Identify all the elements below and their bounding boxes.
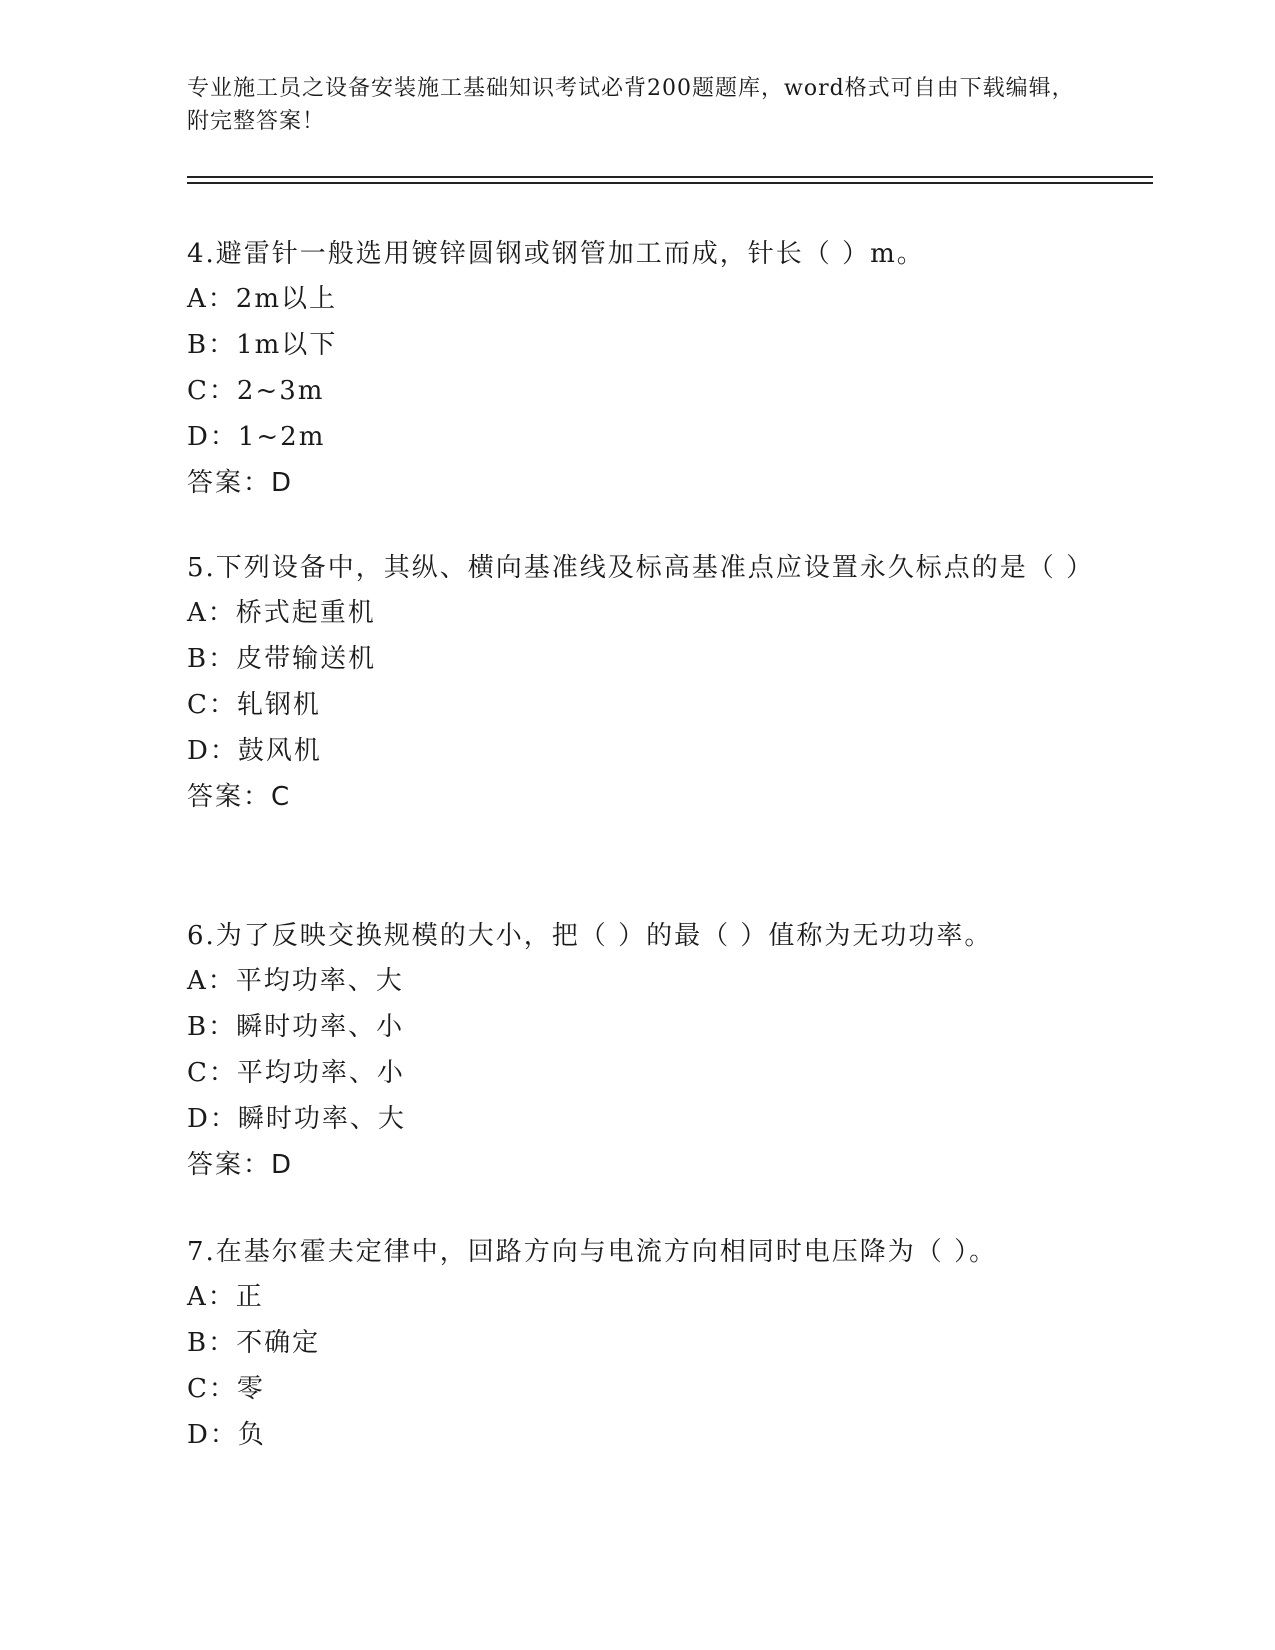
option-d: D：1~2m [187, 422, 326, 452]
question-stem: 6.为了反映交换规模的大小，把（ ）的最（ ）值称为无功功率。 [187, 921, 993, 951]
option-a: A：平均功率、大 [187, 966, 404, 996]
answer-value: D [271, 1150, 294, 1180]
option-c: C：零 [187, 1374, 265, 1404]
answer-value: C [271, 782, 292, 812]
option-b: B：不确定 [187, 1328, 321, 1358]
question-4 [187, 232, 1087, 506]
question-5 [187, 546, 1095, 820]
header-divider-top [187, 176, 1153, 178]
option-a: A：正 [187, 1282, 264, 1312]
header-title: 专业施工员之设备安装施工基础知识考试必背200题题库，word格式可自由下载编辑，附完整答案！ [187, 76, 1075, 134]
option-a: A：2m以上 [187, 284, 337, 314]
option-c: C：轧钢机 [187, 690, 321, 720]
option-d: D：负 [187, 1420, 266, 1450]
option-a: A：桥式起重机 [187, 598, 376, 628]
header-divider-bottom [187, 182, 1153, 184]
question-stem: 7.在基尔霍夫定律中，回路方向与电流方向相同时电压降为（ ）。 [187, 1237, 998, 1267]
question-7 [187, 1230, 1087, 1458]
option-d: D：鼓风机 [187, 736, 322, 766]
option-b: B：皮带输送机 [187, 644, 377, 674]
option-c: C：平均功率、小 [187, 1058, 405, 1088]
question-stem: 4.避雷针一般选用镀锌圆钢或钢管加工而成，针长（ ）m。 [187, 239, 925, 269]
option-b: B：瞬时功率、小 [187, 1012, 405, 1042]
answer-line [187, 774, 1087, 820]
question-6 [187, 914, 1087, 1188]
answer-line [187, 460, 1087, 506]
option-b: B：1m以下 [187, 330, 338, 360]
answer-value: D [271, 468, 294, 498]
answer-label: 答案： [187, 1150, 272, 1180]
document-header [187, 72, 1087, 138]
answer-label: 答案： [187, 468, 272, 498]
question-stem: 5.下列设备中，其纵、横向基准线及标高基准点应设置永久标点的是（ ） [187, 553, 1095, 583]
option-d: D：瞬时功率、大 [187, 1104, 406, 1134]
answer-line [187, 1142, 1087, 1188]
option-c: C：2~3m [187, 376, 325, 406]
answer-label: 答案： [187, 782, 272, 812]
